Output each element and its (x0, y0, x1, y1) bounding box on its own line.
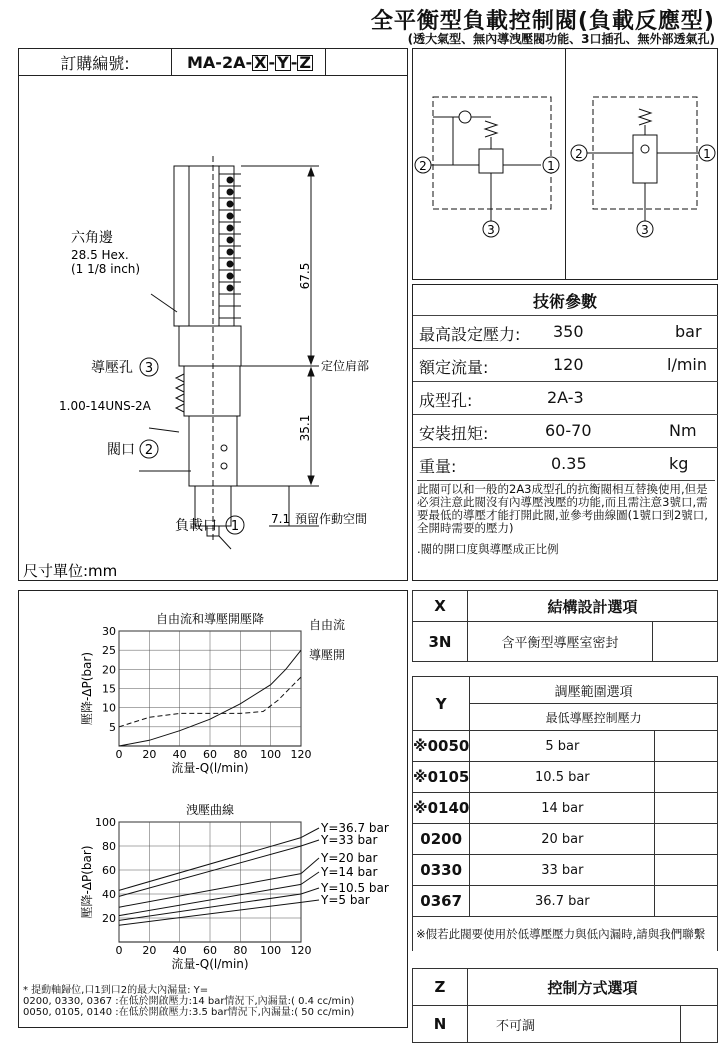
dim-top-label: 67.5 (298, 262, 312, 290)
chart-title: 洩壓曲線 (185, 803, 235, 817)
options-z-header-code: Z (413, 969, 468, 1006)
dim-small-label: 7.1 (271, 512, 291, 526)
y-tick-label: 20 (102, 663, 116, 677)
y-axis-label: 壓降-ΔP(bar) (80, 845, 94, 919)
options-x-title: 結構設計選項 (468, 591, 718, 622)
x-tick-label: 40 (172, 944, 187, 957)
x-tick-label: 80 (233, 944, 248, 957)
option-y-code: 0200 (413, 824, 470, 855)
thread-hatching (219, 174, 241, 318)
options-y-table (412, 676, 718, 951)
option-y-code: ※0140 (413, 793, 470, 824)
valve-body-icon (479, 149, 503, 173)
options-z-table (412, 968, 718, 1043)
footnote-line-2: 0200, 0330, 0367 :在低於開啟壓力:14 bar情況下,內漏量:( 0.4 cc/min) (23, 996, 355, 1007)
x-tick-label: 120 (290, 748, 312, 761)
series-leader (301, 900, 319, 902)
option-z-code: N (413, 1006, 468, 1043)
option-x-code: 3N (413, 622, 468, 662)
page-subtitle: (透大氣型、無內導洩壓閥功能、3口插孔、無外部透氣孔) (407, 32, 715, 46)
spec-row: 安裝扭矩: 60-70 Nm (413, 414, 718, 447)
y-tick-label: 20 (102, 912, 116, 925)
x-tick-label: 100 (260, 944, 282, 957)
schem-left-p3: 3 (487, 223, 495, 237)
series-label: 導壓開 (309, 648, 346, 662)
x-tick-label: 60 (203, 944, 217, 957)
schem-left-p1: 1 (547, 159, 555, 173)
spec-row: 最高設定壓力: 350 bar (413, 315, 718, 348)
order-code-bar (19, 49, 407, 76)
x-tick-label: 120 (290, 944, 312, 957)
series-label: 自由流 (309, 618, 346, 632)
series-leader (301, 840, 319, 846)
pilot-port-label: 導壓孔 (91, 360, 133, 376)
spec-row: 重量: 0.35 kg (413, 447, 718, 480)
specs-note-1: 此閥可以和一般的2A3成型孔的抗衡閥相互替換使用,但是必須注意此閥沒有內導壓洩壓的功能,而且需注意3號口,需要最低的導壓才能打開此閥,並參考曲線圖(1號口到2號口,全開時需要的壓力) (417, 480, 715, 535)
reserved-space-label: 預留作動空間 (295, 512, 368, 526)
series-leader (301, 828, 319, 838)
x-tick-label: 60 (203, 748, 217, 761)
dim-bottom-label: 35.1 (298, 414, 312, 442)
options-x-header-code: X (413, 591, 468, 622)
option-y-desc: 14 bar (470, 793, 655, 824)
y-tick-label: 25 (102, 644, 116, 658)
charts-svg (19, 591, 407, 976)
option-y-desc: 10.5 bar (470, 762, 655, 793)
series-label: Y=5 bar (321, 893, 370, 907)
schem-right-p3: 3 (641, 223, 649, 237)
valve-port-num: 2 (144, 443, 154, 458)
series-label: Y=14 bar (321, 865, 378, 879)
y-tick-label: 15 (102, 682, 116, 696)
footnote (23, 985, 354, 1018)
options-y-header-code: Y (413, 677, 470, 731)
symbol-left-frame (433, 97, 551, 209)
y-tick-label: 80 (102, 840, 116, 853)
drawing-panel (18, 48, 408, 581)
x-tick-label: 0 (115, 748, 123, 761)
option-x-desc: 含平衡型導壓室密封 (468, 622, 653, 662)
schem-left-p2: 2 (419, 159, 427, 173)
y-tick-label: 30 (102, 625, 116, 638)
y-tick-label: 5 (109, 720, 116, 734)
specs-note-2: .閥的開口度與導壓成正比例 (417, 542, 559, 556)
order-x-box: X (254, 53, 267, 72)
option-y-code: ※0105 (413, 762, 470, 793)
schem-right-p1: 1 (703, 147, 711, 161)
x-tick-label: 20 (142, 944, 157, 957)
load-port-label: 負載口 (175, 518, 217, 534)
footnote-line-1: * 提動軸歸位,口1到口2的最大內漏量: Y= (23, 985, 209, 996)
thread-label: 1.00-14UNS-2A (59, 399, 151, 413)
series-leader (301, 888, 319, 894)
order-y-box: Y (277, 53, 289, 72)
options-y-subtitle: 最低導壓控制壓力 (470, 704, 718, 731)
option-y-code: 0330 (413, 855, 470, 886)
hex-size-in: (1 1/8 inch) (71, 262, 141, 276)
x-axis-label: 流量-Q(l/min) (171, 761, 249, 775)
cartridge-symbol (633, 135, 657, 183)
series-label: Y=36.7 bar (321, 821, 389, 835)
load-port-num: 1 (230, 519, 240, 534)
hex-size-mm: 28.5 Hex. (71, 248, 129, 262)
series-label: Y=10.5 bar (321, 881, 389, 895)
options-y-title: 調壓範圍選項 (470, 677, 718, 704)
x-tick-label: 20 (142, 748, 157, 761)
x-axis-label: 流量-Q(l/min) (171, 957, 249, 971)
chart-title: 自由流和導壓開壓降 (155, 612, 265, 626)
spec-row: 額定流量: 120 l/min (413, 348, 718, 381)
options-x-table (412, 590, 718, 662)
x-tick-label: 80 (233, 748, 248, 761)
series-label: Y=33 bar (321, 833, 378, 847)
spec-row: 成型孔: 2A-3 (413, 381, 718, 414)
hex-label: 六角邊 (71, 230, 113, 246)
x-tick-label: 100 (260, 748, 282, 761)
schematic-panel (412, 48, 718, 280)
footnote-line-3: 0050, 0105, 0140 :在低於開啟壓力:3.5 bar情況下,內漏量:( 50 cc/min) (23, 1007, 355, 1018)
y-tick-label: 40 (102, 888, 116, 901)
option-y-desc: 36.7 bar (470, 886, 655, 917)
order-z-box: Z (299, 53, 311, 72)
y-axis-label: 壓降-ΔP(bar) (80, 651, 94, 726)
option-y-desc: 20 bar (470, 824, 655, 855)
specs-panel (412, 284, 718, 581)
y-tick-label: 60 (102, 864, 116, 877)
y-tick-label: 10 (102, 701, 116, 715)
pilot-port-num: 3 (144, 361, 154, 376)
y-tick-label: 100 (95, 816, 116, 829)
schem-right-p2: 2 (575, 147, 583, 161)
x-tick-label: 0 (115, 944, 123, 957)
charts-panel (18, 590, 408, 1028)
series-label: Y=20 bar (321, 851, 378, 865)
options-z-title: 控制方式選項 (468, 969, 718, 1006)
unit-label: 尺寸單位:mm (23, 562, 118, 580)
specs-title: 技術參數 (532, 291, 597, 311)
options-y-note: ※假若此閥要使用於低導壓壓力與低內漏時,請與我們聯繫 (413, 917, 718, 952)
option-z-desc: 不可調 (468, 1006, 681, 1043)
locating-shoulder-label: 定位肩部 (321, 359, 370, 373)
series-leader (301, 872, 319, 884)
cartridge-drawing (19, 76, 407, 581)
series-leader (301, 858, 319, 874)
option-y-desc: 5 bar (470, 731, 655, 762)
x-tick-label: 40 (172, 748, 187, 761)
option-y-desc: 33 bar (470, 855, 655, 886)
option-y-code: ※0050 (413, 731, 470, 762)
order-label: 訂購編號: (60, 53, 130, 73)
page-title: 全平衡型負載控制閥(負載反應型) (370, 9, 715, 34)
option-y-code: 0367 (413, 886, 470, 917)
valve-port-label: 閥口 (107, 442, 135, 458)
hydraulic-symbol (413, 49, 717, 279)
order-code: MA-2A- X - Y - Z (187, 53, 311, 72)
